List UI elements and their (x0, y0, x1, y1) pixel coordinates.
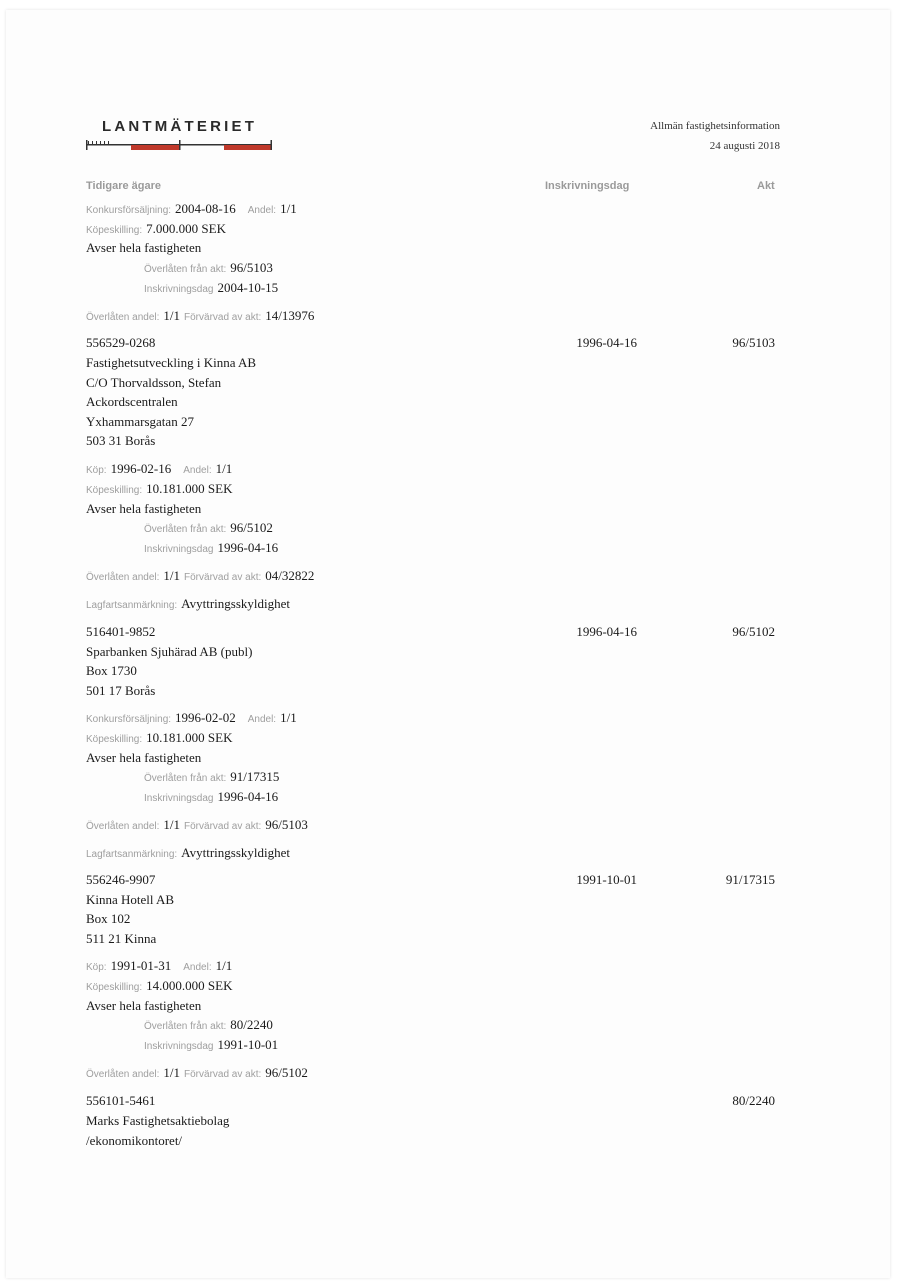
owner-address-line: 503 31 Borås (86, 433, 156, 448)
document-title: Allmän fastighetsinformation (650, 120, 780, 132)
label: Inskrivningsdag (144, 284, 214, 295)
owner-name: Sparbanken Sjuhärad AB (publ) (86, 644, 253, 659)
label: Konkursförsäljning: (86, 714, 172, 725)
label: Inskrivningsdag (144, 1041, 214, 1052)
label: Överlåten andel: (86, 572, 160, 583)
label: Förvärvad av akt: (184, 1069, 262, 1080)
transaction-date: 2004-08-16 (175, 201, 236, 216)
label: Konkursförsäljning: (86, 205, 172, 216)
akt-value: 96/5103 (265, 817, 308, 832)
owner-name: Kinna Hotell AB (86, 892, 175, 907)
registration-date: 1996-04-16 (576, 624, 637, 639)
logo-text: LANTMÄTERIET (102, 118, 258, 135)
akt-value: 91/17315 (230, 769, 280, 784)
label: Köpeskilling: (86, 734, 143, 745)
label: Köp: (86, 465, 107, 476)
label: Överlåten från akt: (144, 773, 227, 784)
scope-line: Avser hela fastigheten (86, 501, 202, 516)
owner-org-number: 516401-9852 (86, 624, 156, 639)
label: Förvärvad av akt: (184, 572, 262, 583)
share-value: 1/1 (163, 817, 181, 832)
share-value: 1/1 (280, 710, 297, 725)
remark-value: Avyttringsskyldighet (181, 845, 290, 860)
label: Köpeskilling: (86, 982, 143, 993)
label: Lagfartsanmärkning: (86, 600, 178, 611)
transferred-from-line (144, 1017, 273, 1033)
column-header-date: Inskrivningsdag (545, 180, 630, 192)
label: Lagfartsanmärkning: (86, 849, 178, 860)
registration-date: 1996-04-16 (217, 540, 279, 555)
price-line (86, 978, 232, 994)
owner-address-line: Box 102 (86, 911, 131, 926)
registration-line (144, 1037, 278, 1053)
transferred-from-line (144, 769, 279, 785)
transaction-date: 1996-02-16 (110, 461, 172, 476)
owner-address-line: Yxhammarsgatan 27 (86, 414, 194, 429)
akt-value: 96/5102 (230, 520, 273, 535)
document-date: 24 augusti 2018 (709, 140, 780, 152)
transaction-line (86, 958, 232, 974)
label: Överlåten från akt: (144, 1021, 227, 1032)
label: Överlåten andel: (86, 312, 160, 323)
label: Köp: (86, 962, 107, 973)
registration-date: 1991-10-01 (217, 1037, 279, 1052)
label: Andel: (247, 205, 277, 216)
share-value: 1/1 (215, 461, 233, 476)
owner-name: Fastighetsutveckling i Kinna AB (86, 355, 257, 370)
owner-org-number: 556101-5461 (86, 1093, 156, 1108)
transferred-from-line (144, 520, 273, 536)
akt-value: 14/13976 (265, 308, 315, 323)
owner-org-number: 556529-0268 (86, 335, 156, 350)
column-header-owner: Tidigare ägare (86, 180, 161, 192)
transaction-line (86, 461, 232, 477)
registration-date: 2004-10-15 (217, 280, 279, 295)
transferred-share-line (86, 308, 314, 324)
owner-address-line: 501 17 Borås (86, 683, 156, 698)
owner-address-line: Box 1730 (86, 663, 137, 678)
transaction-line (86, 710, 297, 726)
column-header-akt: Akt (757, 180, 775, 192)
lantmateriet-logo (86, 118, 276, 154)
transaction-date: 1991-01-31 (110, 958, 172, 973)
registration-date: 1991-10-01 (576, 872, 637, 887)
price-value: 10.181.000 SEK (146, 481, 233, 496)
price-line (86, 481, 232, 497)
owner-address-line: Ackordscentralen (86, 394, 178, 409)
owner-org-number: 556246-9907 (86, 872, 156, 887)
transaction-line (86, 201, 297, 217)
registration-date: 1996-04-16 (217, 789, 279, 804)
label: Inskrivningsdag (144, 544, 214, 555)
price-value: 7.000.000 SEK (146, 221, 226, 236)
akt-number: 96/5103 (732, 335, 775, 350)
price-line (86, 221, 226, 237)
label: Andel: (183, 465, 212, 476)
label: Överlåten från akt: (144, 524, 227, 535)
akt-number: 91/17315 (725, 872, 775, 887)
transferred-from-line (144, 260, 273, 276)
scope-line: Avser hela fastigheten (86, 998, 202, 1013)
logo-scale-bar-icon (86, 140, 272, 150)
akt-value: 96/5102 (265, 1065, 308, 1080)
share-value: 1/1 (163, 568, 181, 583)
share-value: 1/1 (163, 1065, 181, 1080)
share-value: 1/1 (215, 958, 233, 973)
transferred-share-line (86, 1065, 308, 1081)
registration-line (144, 789, 278, 805)
label: Förvärvad av akt: (184, 821, 262, 832)
label: Köpeskilling: (86, 225, 143, 236)
label: Andel: (247, 714, 277, 725)
registration-line (144, 540, 278, 556)
akt-number: 80/2240 (732, 1093, 775, 1108)
label: Förvärvad av akt: (184, 312, 262, 323)
label: Överlåten andel: (86, 1069, 160, 1080)
akt-value: 96/5103 (230, 260, 273, 275)
owner-address-line: 511 21 Kinna (86, 931, 157, 946)
label: Andel: (183, 962, 212, 973)
transferred-share-line (86, 817, 308, 833)
label: Överlåten andel: (86, 821, 160, 832)
akt-value: 04/32822 (265, 568, 315, 583)
scope-line: Avser hela fastigheten (86, 750, 202, 765)
akt-value: 80/2240 (230, 1017, 273, 1032)
transaction-date: 1996-02-02 (175, 710, 236, 725)
registration-line (144, 280, 278, 296)
share-value: 1/1 (163, 308, 181, 323)
transferred-share-line (86, 568, 314, 584)
share-value: 1/1 (280, 201, 297, 216)
akt-number: 96/5102 (732, 624, 775, 639)
title-remark-line (86, 596, 290, 612)
owner-address-line: /ekonomikontoret/ (86, 1133, 183, 1148)
price-value: 10.181.000 SEK (146, 730, 233, 745)
price-line (86, 730, 232, 746)
registration-date: 1996-04-16 (576, 335, 637, 350)
label: Överlåten från akt: (144, 264, 227, 275)
title-remark-line (86, 845, 290, 861)
scope-line: Avser hela fastigheten (86, 240, 202, 255)
owner-address-line: C/O Thorvaldsson, Stefan (86, 375, 222, 390)
remark-value: Avyttringsskyldighet (181, 596, 290, 611)
price-value: 14.000.000 SEK (146, 978, 233, 993)
owner-name: Marks Fastighetsaktiebolag (86, 1113, 230, 1128)
label: Inskrivningsdag (144, 793, 214, 804)
label: Köpeskilling: (86, 485, 143, 496)
